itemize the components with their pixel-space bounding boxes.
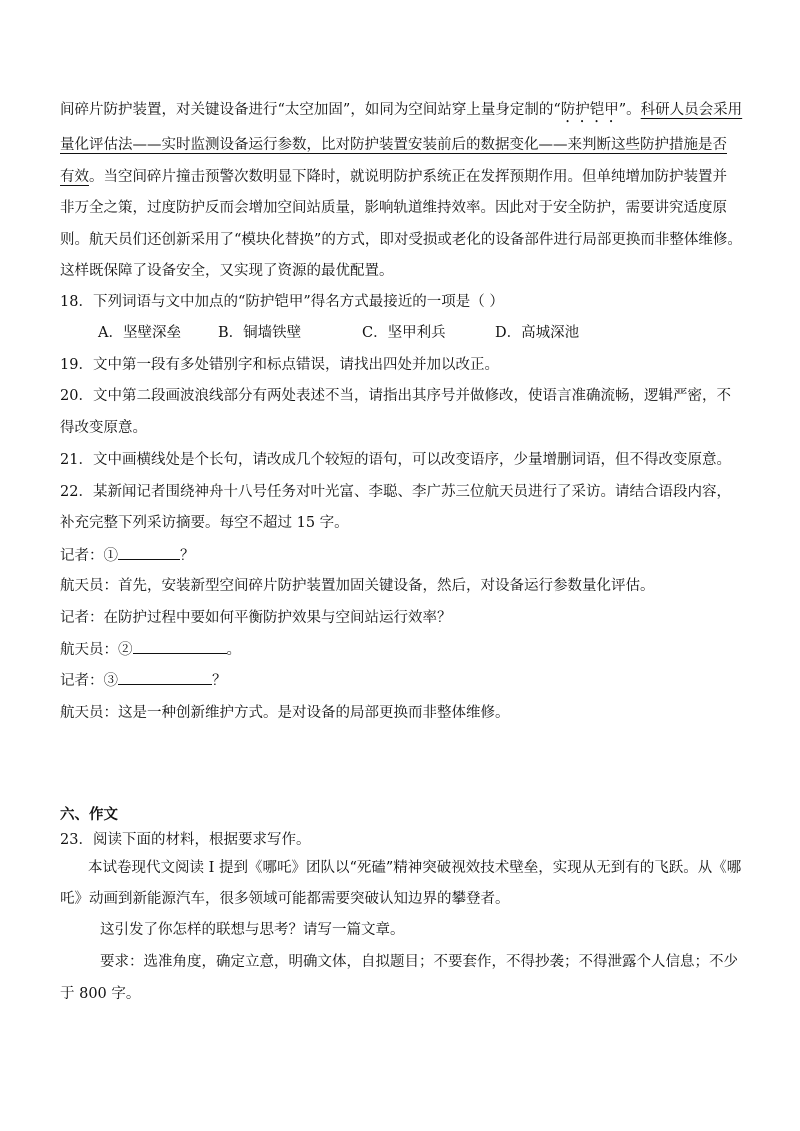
passage-line: 非万全之策，过度防护反而会增加空间站质量，影响轨道维持效率。因此对于安全防护，需要讲究适度原: [60, 200, 727, 216]
material-line: 吒》动画到新能源汽车，很多领域可能都需要突破认知边界的攀登者。: [60, 891, 510, 907]
text: 。当空间碎片撞击预警次数明显下降时，就说明防护系统正在发挥预期作用。但单纯增加防护装置并: [89, 169, 727, 185]
question-22: 22．某新闻记者围绕神舟十八号任务对叶光富、李聪、李广苏三位航天员进行了采访。请结合语段内容，: [60, 484, 731, 500]
interview-line-4: [60, 639, 241, 660]
text: ？: [212, 673, 227, 689]
answer-blank-3: [118, 670, 212, 685]
option-d: D．高城深池: [495, 325, 580, 341]
question-20: 20．文中第二段画波浪线部分有两处表述不当，请指出其序号并做修改，使语言准确流畅，逻辑严密，不: [60, 388, 731, 404]
question-18: 18．下列词语与文中加点的“防护铠甲”得名方式最接近的一项是（ ）: [60, 294, 504, 310]
answer-blank-1: [118, 545, 180, 560]
interview-line-3: 记者：在防护过程中要如何平衡防护效果与空间站运行效率？: [60, 610, 452, 626]
question-20-cont: 得改变原意。: [60, 420, 147, 436]
answer-blank-2: [133, 639, 227, 654]
text: 记者：③: [60, 673, 118, 689]
question-21: 21．文中画横线处是个长句，请改成几个较短的语句，可以改变语序，少量增删词语，但不得改变原意。: [60, 452, 731, 468]
question-22-cont: 补充完整下列采访摘要。每空不超过 15 字。: [60, 515, 349, 531]
option-b: B．铜墙铁壁: [218, 325, 302, 341]
underlined-sentence: 量化评估法——实时监测设备运行参数，比对防护装置安装前后的数据变化——来判断这些防护措施是否: [60, 137, 727, 153]
underlined-sentence: 科研人员会采用: [640, 102, 743, 118]
q18-options: [98, 323, 579, 343]
prompt-line: 这引发了你怎样的联想与思考？请写一篇文章。: [100, 922, 405, 938]
question-19: 19．文中第一段有多处错别字和标点错误，请找出四处并加以改正。: [60, 357, 499, 373]
text: 航天员：②: [60, 642, 133, 658]
requirements-line: 要求：选准角度，确定立意，明确文体，自拟题目；不要套作，不得抄袭；不得泄露个人信息；不少: [100, 954, 738, 970]
text: 间碎片防护装置，对关键设备进行“太空加固”，如同为空间站穿上量身定制的“: [60, 102, 561, 118]
material-line: 本试卷现代文阅读 I 提到《哪吒》团队以“死磕”精神突破视效技术壁垒，实现从无到有的飞跃。从《哪: [88, 860, 742, 876]
passage-line: 这样既保障了设备安全，又实现了资源的最优配置。: [60, 263, 394, 279]
question-23: 23．阅读下面的材料，根据要求写作。: [60, 832, 311, 848]
text: 记者：①: [60, 548, 118, 564]
section-heading: 六、作文: [60, 806, 118, 823]
interview-line-1: [60, 545, 195, 566]
text: 。: [226, 642, 241, 658]
option-a: A．坚壁深垒: [98, 325, 181, 341]
interview-line-2: 航天员：首先，安装新型空间碎片防护装置加固关键设备，然后，对设备运行参数量化评估。: [60, 578, 655, 594]
underlined-sentence: 有效: [60, 169, 89, 185]
interview-line-6: 航天员：这是一种创新维护方式。是对设备的局部更换而非整体维修。: [60, 705, 510, 721]
passage-line: [60, 167, 727, 187]
passage-line: [60, 100, 742, 126]
interview-line-5: [60, 670, 227, 691]
requirements-line: 于 800 字。: [60, 986, 141, 1002]
text: ？: [180, 548, 195, 564]
dotted-phrase: 防护铠甲: [560, 102, 619, 118]
option-c: C．坚甲利兵: [362, 325, 446, 341]
text: ”。: [618, 102, 641, 118]
passage-line: 则。航天员们还创新采用了“模块化替换”的方式，即对受损或老化的设备部件进行局部更换而非整体维修。: [60, 232, 742, 248]
